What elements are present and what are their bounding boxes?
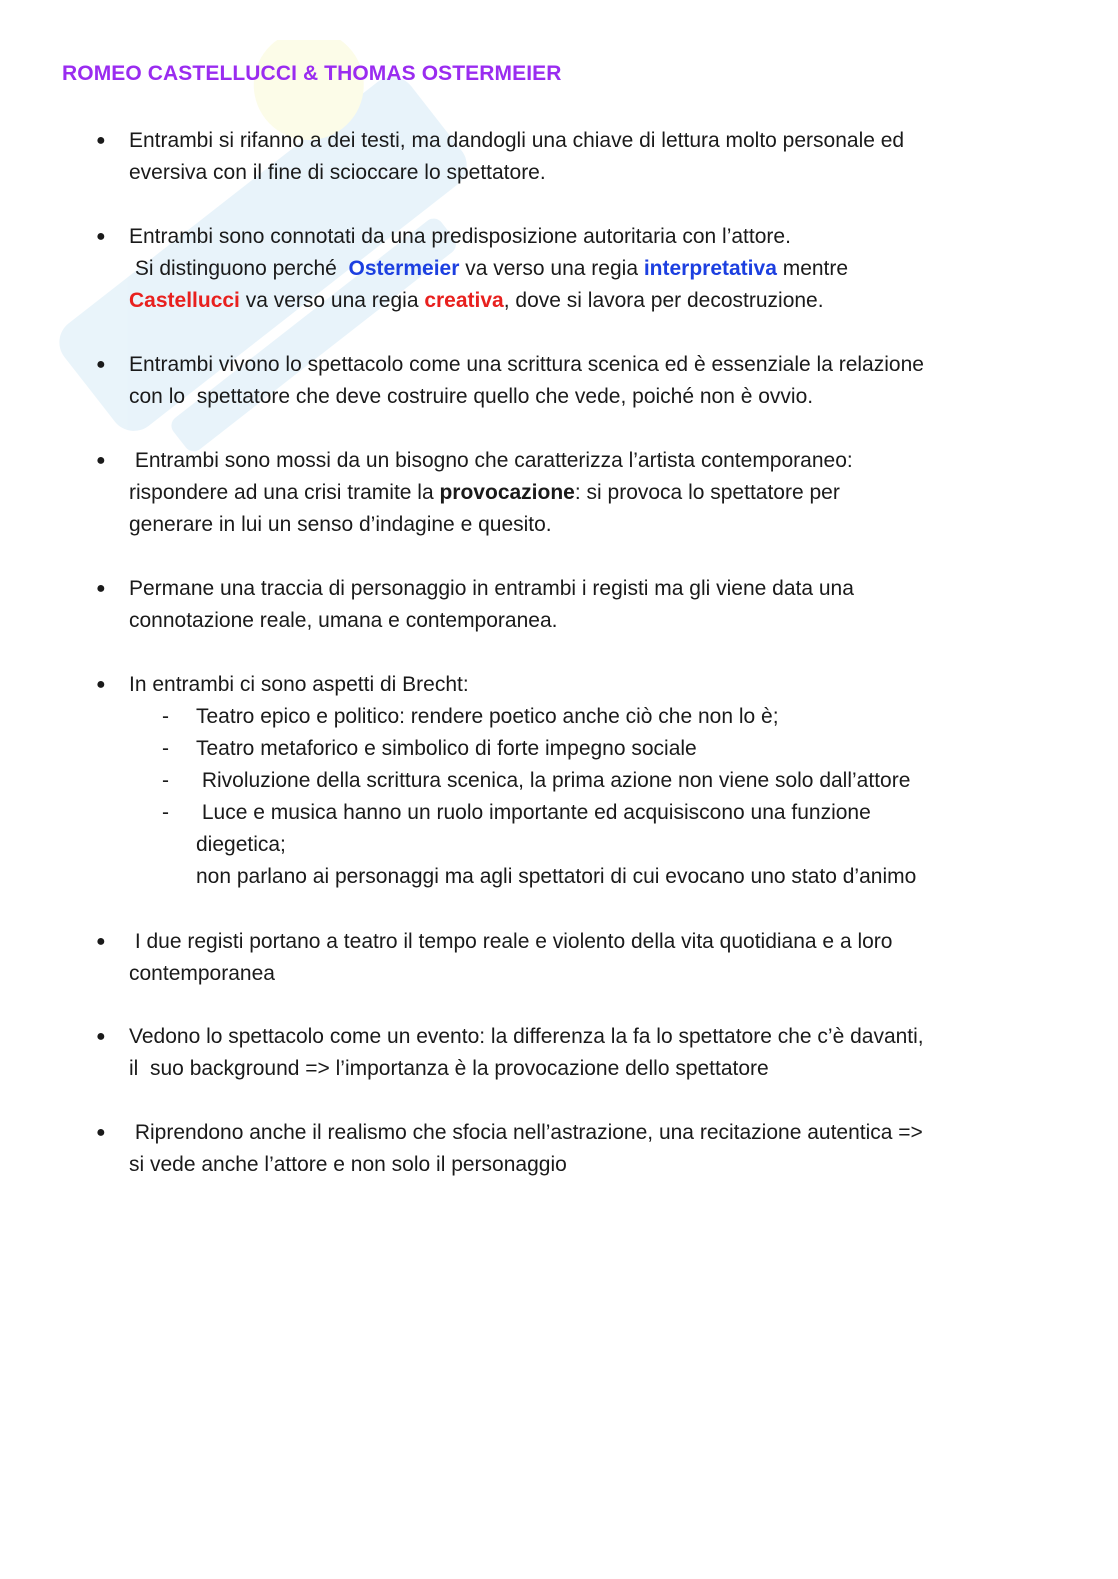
text-line: I due registi portano a teatro il tempo reale e violento della vita quotidiana e a loro xyxy=(129,930,893,953)
text-line: In entrambi ci sono aspetti di Brecht: xyxy=(129,673,469,696)
text-line: Riprendono anche il realismo che sfocia nell’astrazione, una recitazione autentica => xyxy=(129,1121,923,1144)
highlight-creativa: creativa xyxy=(424,289,504,312)
text-line: Entrambi sono connotati da una predisposizione autoritaria con l’attore. xyxy=(129,225,791,248)
text-line: con lo spettatore che deve costruire quello che vede, poiché non è ovvio. xyxy=(129,385,814,408)
text-line: Vedono lo spettacolo come un evento: la differenza la fa lo spettatore che c’è davanti, xyxy=(129,1025,924,1048)
text-line: generare in lui un senso d’indagine e quesito. xyxy=(129,513,552,536)
bullet-icon: ● xyxy=(96,452,106,469)
list-item-text xyxy=(129,125,1059,189)
text-fragment: va verso una regia xyxy=(459,257,644,280)
text-fragment: mentre xyxy=(776,257,849,280)
bullet-icon: ● xyxy=(96,580,106,597)
highlight-interpretativa: interpretativa xyxy=(643,257,777,280)
text-line: connotazione reale, umana e contemporanea. xyxy=(129,609,558,632)
text-line: il suo background => l’importanza è la provocazione dello spettatore xyxy=(129,1057,769,1080)
list-item-text xyxy=(129,669,1059,701)
dash-icon: - xyxy=(162,737,169,760)
bullet-icon: ● xyxy=(96,1124,106,1141)
list-item-text xyxy=(129,573,1059,637)
list-item-text xyxy=(129,926,1059,990)
text-fragment: va verso una regia xyxy=(239,289,425,312)
list-item-text xyxy=(129,221,1059,317)
sub-list-item-text: Luce e musica hanno un ruolo importante ed acquisiscono una funzione xyxy=(196,801,871,824)
text-fragment: : si provoca lo spettatore per xyxy=(574,481,840,504)
sub-list-item-text: diegetica; xyxy=(196,833,286,856)
highlight-ostermeier: Ostermeier xyxy=(348,257,460,280)
sub-list-item-text: non parlano ai personaggi ma agli spettatori di cui evocano uno stato d’animo xyxy=(196,865,917,888)
bullet-icon: ● xyxy=(96,933,106,950)
highlight-castellucci: Castellucci xyxy=(129,289,240,312)
list-item-text xyxy=(129,1021,1059,1085)
bullet-icon: ● xyxy=(96,1028,106,1045)
text-line: Entrambi si rifanno a dei testi, ma dandogli una chiave di lettura molto personale ed xyxy=(129,129,905,152)
dash-icon: - xyxy=(162,705,169,728)
text-line: eversiva con il fine di scioccare lo spettatore. xyxy=(129,161,546,184)
bullet-icon: ● xyxy=(96,356,106,373)
text-line xyxy=(129,253,1059,285)
bullet-icon: ● xyxy=(96,676,106,693)
highlight-provocazione: provocazione xyxy=(439,481,575,504)
sub-list-item-text: Teatro metaforico e simbolico di forte impegno sociale xyxy=(196,737,697,760)
list-item-text xyxy=(129,1117,1059,1181)
text-line: Entrambi sono mossi da un bisogno che caratterizza l’artista contemporaneo: xyxy=(129,449,853,472)
text-line xyxy=(129,285,1059,317)
text-line: contemporanea xyxy=(129,962,275,985)
bullet-icon: ● xyxy=(96,228,106,245)
dash-icon: - xyxy=(162,801,169,824)
text-line: Entrambi vivono lo spettacolo come una scrittura scenica ed è essenziale la relazione xyxy=(129,353,924,376)
text-fragment: rispondere ad una crisi tramite la xyxy=(129,481,440,504)
text-fragment: Si distinguono perché xyxy=(129,257,349,280)
bullet-icon: ● xyxy=(96,132,106,149)
dash-icon: - xyxy=(162,769,169,792)
sub-list-item-text: Teatro epico e politico: rendere poetico anche ciò che non lo è; xyxy=(196,705,779,728)
text-line: Permane una traccia di personaggio in entrambi i registi ma gli viene data una xyxy=(129,577,854,600)
text-line xyxy=(129,477,1059,509)
text-line: si vede anche l’attore e non solo il personaggio xyxy=(129,1153,567,1176)
sub-list-item-text: Rivoluzione della scrittura scenica, la prima azione non viene solo dall’attore xyxy=(196,769,911,792)
list-item-text xyxy=(129,445,1059,541)
list-item-text xyxy=(129,349,1059,413)
document-title: ROMEO CASTELLUCCI & THOMAS OSTERMEIER xyxy=(62,62,562,85)
text-fragment: , dove si lavora per decostruzione. xyxy=(503,289,824,312)
